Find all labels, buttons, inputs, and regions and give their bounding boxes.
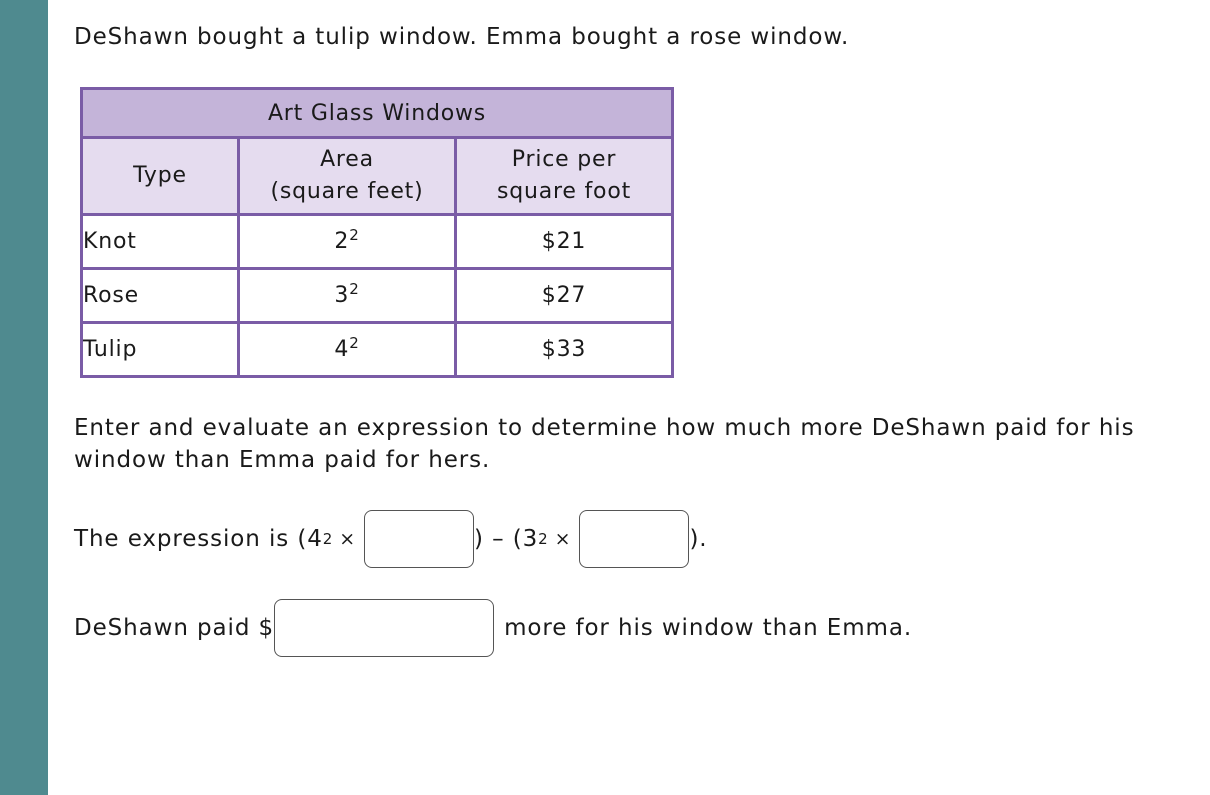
header-price bbox=[456, 138, 673, 215]
type-cell: Tulip bbox=[82, 323, 239, 377]
header-area-line1: Area bbox=[320, 147, 374, 172]
table-row bbox=[82, 269, 673, 323]
area-base: 4 bbox=[334, 337, 350, 362]
question-text: Enter and evaluate an expression to determine how much more DeShawn paid for his window than Emma paid for hers. bbox=[74, 415, 1135, 473]
expression-suffix: ). bbox=[689, 526, 708, 552]
table-row bbox=[82, 215, 673, 269]
expression-prefix: The expression is (4 bbox=[74, 526, 323, 552]
area-cell bbox=[239, 215, 456, 269]
times-symbol-1: × bbox=[339, 528, 357, 550]
answer-input[interactable] bbox=[274, 599, 494, 657]
table-caption-row bbox=[82, 89, 673, 138]
area-exponent: 2 bbox=[349, 280, 360, 298]
header-price-line1: Price per bbox=[511, 147, 617, 172]
header-price-line2: square foot bbox=[496, 179, 632, 204]
price-cell: $21 bbox=[456, 215, 673, 269]
answer-line bbox=[74, 599, 912, 657]
answer-prefix: DeShawn paid $ bbox=[74, 615, 275, 641]
table-row bbox=[82, 323, 673, 377]
times-symbol-2: × bbox=[554, 528, 572, 550]
problem-intro: DeShawn bought a tulip window. Emma bought a rose window. bbox=[74, 24, 850, 50]
expression-line: The expression is (4 2 × ) – (3 2 × ). bbox=[74, 510, 708, 568]
expression-input-1[interactable] bbox=[364, 510, 474, 568]
answer-suffix: more for his window than Emma. bbox=[504, 615, 913, 641]
area-exponent: 2 bbox=[349, 226, 360, 244]
left-rail bbox=[0, 0, 48, 795]
header-area bbox=[239, 138, 456, 215]
table-header-row bbox=[82, 138, 673, 215]
area-base: 2 bbox=[334, 229, 350, 254]
expression-middle: ) – (3 bbox=[474, 526, 539, 552]
price-cell: $27 bbox=[456, 269, 673, 323]
price-cell: $33 bbox=[456, 323, 673, 377]
area-exponent: 2 bbox=[349, 334, 360, 352]
table-caption: Art Glass Windows bbox=[82, 89, 673, 138]
art-glass-table bbox=[80, 87, 674, 378]
header-type: Type bbox=[82, 138, 239, 215]
area-cell bbox=[239, 269, 456, 323]
type-cell: Rose bbox=[82, 269, 239, 323]
area-cell bbox=[239, 323, 456, 377]
expression-input-2[interactable] bbox=[579, 510, 689, 568]
type-cell: Knot bbox=[82, 215, 239, 269]
header-area-line2: (square feet) bbox=[270, 179, 424, 204]
area-base: 3 bbox=[334, 283, 350, 308]
